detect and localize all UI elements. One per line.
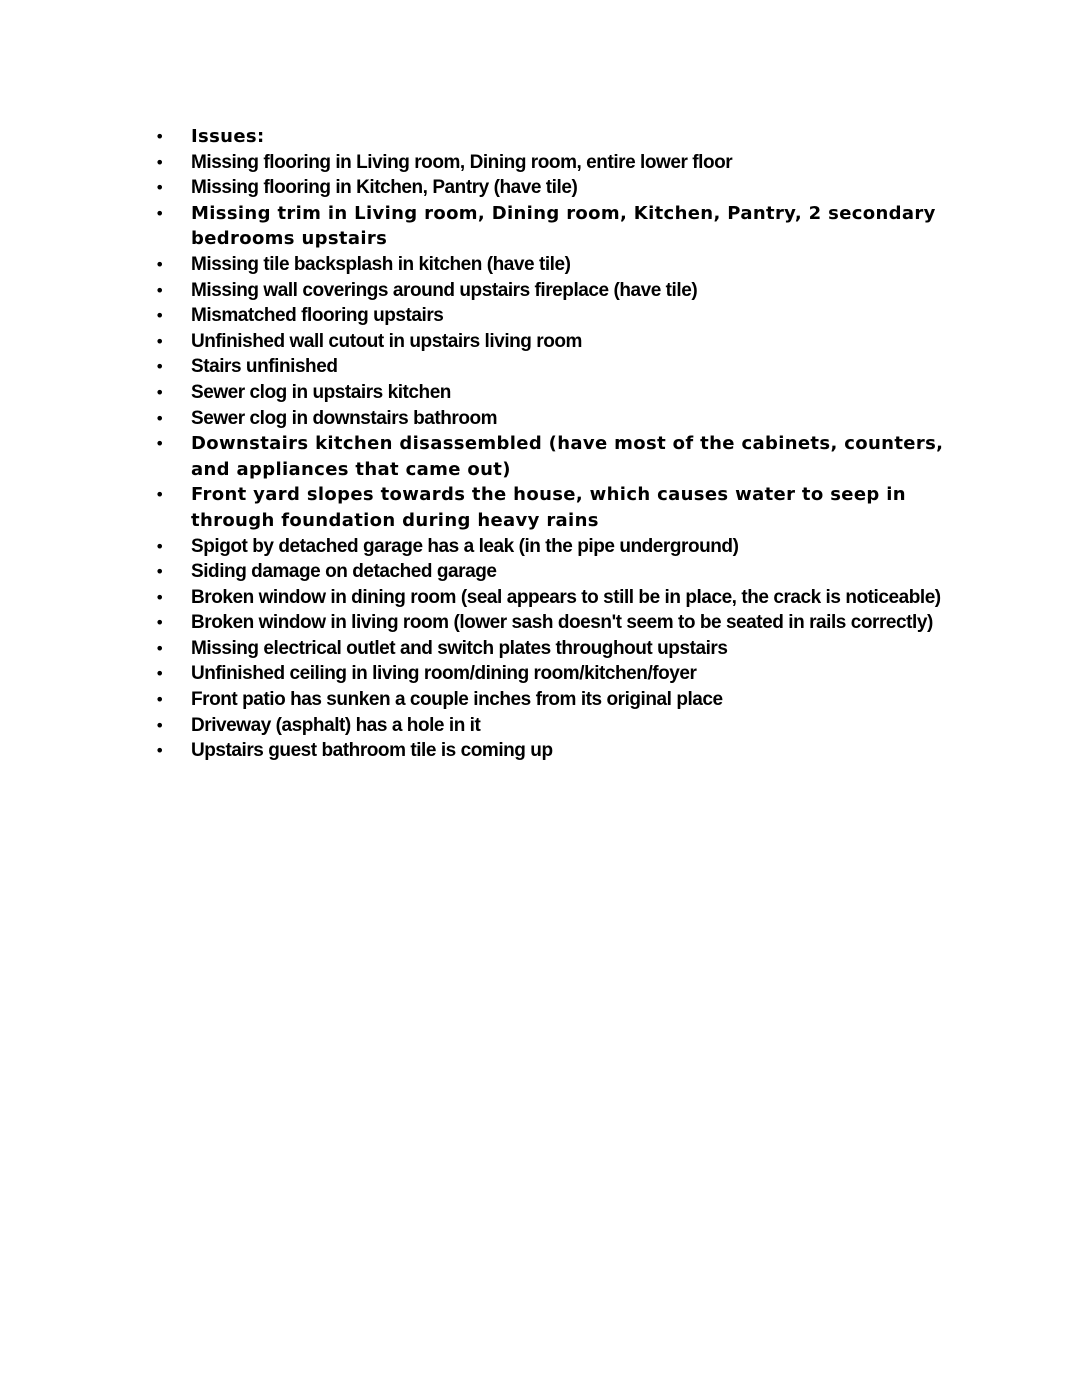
- list-item: [155, 687, 955, 713]
- list-item-text: Mismatched flooring upstairs: [191, 305, 444, 327]
- issues-list: [155, 124, 955, 764]
- list-item-text: Front yard slopes towards the house, which causes water to seep in through foundation during heavy rains: [191, 484, 906, 531]
- list-item: [155, 278, 955, 304]
- bullet-icon: •: [155, 587, 165, 607]
- bullet-icon: •: [155, 306, 165, 326]
- list-item-text: Spigot by detached garage has a leak (in the pipe underground): [191, 535, 739, 557]
- bullet-icon: •: [155, 690, 165, 710]
- list-item-text: Unfinished ceiling in living room/dining room/kitchen/foyer: [191, 663, 697, 685]
- list-item-text: Stairs unfinished: [191, 356, 338, 378]
- bullet-icon: •: [155, 434, 165, 454]
- list-item-text: Broken window in living room (lower sash doesn't seem to be seated in rails correctly): [191, 612, 933, 634]
- list-item-text: Front patio has sunken a couple inches from its original place: [191, 689, 723, 711]
- bullet-icon: •: [155, 664, 165, 684]
- list-item-text: Sewer clog in upstairs kitchen: [191, 381, 451, 403]
- list-item: [155, 610, 955, 636]
- list-item: [155, 713, 955, 739]
- bullet-icon: •: [155, 382, 165, 402]
- list-item-text: Missing wall coverings around upstairs fireplace (have tile): [191, 279, 698, 301]
- bullet-icon: •: [155, 127, 165, 146]
- list-item: [155, 354, 955, 380]
- bullet-icon: •: [155, 331, 165, 351]
- list-item: [155, 482, 961, 533]
- bullet-icon: •: [155, 638, 165, 658]
- bullet-icon: •: [155, 203, 165, 223]
- bullet-icon: •: [155, 408, 165, 428]
- list-item-text: Driveway (asphalt) has a hole in it: [191, 714, 481, 736]
- bullet-icon: •: [155, 357, 165, 377]
- list-item: [155, 201, 961, 252]
- list-item: [155, 303, 955, 329]
- list-item-text: Missing trim in Living room, Dining room, Kitchen, Pantry, 2 secondary bedrooms upstairs: [191, 202, 936, 250]
- list-item: [155, 661, 955, 687]
- bullet-icon: •: [155, 715, 165, 735]
- list-item: [155, 380, 955, 406]
- list-item-text: Missing flooring in Living room, Dining room, entire lower floor: [191, 151, 733, 173]
- list-item-text: Missing tile backsplash in kitchen (have tile): [191, 253, 571, 275]
- list-item: [155, 329, 955, 355]
- bullet-icon: •: [155, 254, 165, 274]
- list-item-text: Unfinished wall cutout in upstairs living room: [191, 330, 582, 352]
- list-item-text: Siding damage on detached garage: [191, 561, 497, 583]
- issues-heading: Issues:: [191, 126, 265, 147]
- bullet-icon: •: [155, 485, 165, 505]
- bullet-icon: •: [155, 280, 165, 300]
- list-item-text: Missing flooring in Kitchen, Pantry (have tile): [191, 177, 578, 199]
- list-item-text: Broken window in dining room (seal appears to still be in place, the crack is noticeable): [191, 586, 941, 608]
- list-item: [155, 150, 955, 176]
- list-item: [155, 431, 961, 482]
- list-item: [155, 559, 955, 585]
- list-item: [155, 252, 955, 278]
- list-item-text: Upstairs guest bathroom tile is coming up: [191, 740, 553, 762]
- list-item: [155, 406, 955, 432]
- list-item-text: Missing electrical outlet and switch plates throughout upstairs: [191, 637, 728, 659]
- bullet-icon: •: [155, 178, 165, 198]
- list-item: [155, 175, 955, 201]
- bullet-icon: •: [155, 536, 165, 556]
- list-item-text: Sewer clog in downstairs bathroom: [191, 407, 498, 429]
- list-item: [155, 124, 961, 150]
- list-item: [155, 534, 955, 560]
- list-item: [155, 585, 955, 611]
- bullet-icon: •: [155, 613, 165, 633]
- bullet-icon: •: [155, 741, 165, 761]
- bullet-icon: •: [155, 562, 165, 582]
- list-item: [155, 636, 955, 662]
- list-item-text: Downstairs kitchen disassembled (have most of the cabinets, counters, and appliances that came out): [191, 433, 944, 480]
- bullet-icon: •: [155, 152, 165, 172]
- list-item: [155, 738, 955, 764]
